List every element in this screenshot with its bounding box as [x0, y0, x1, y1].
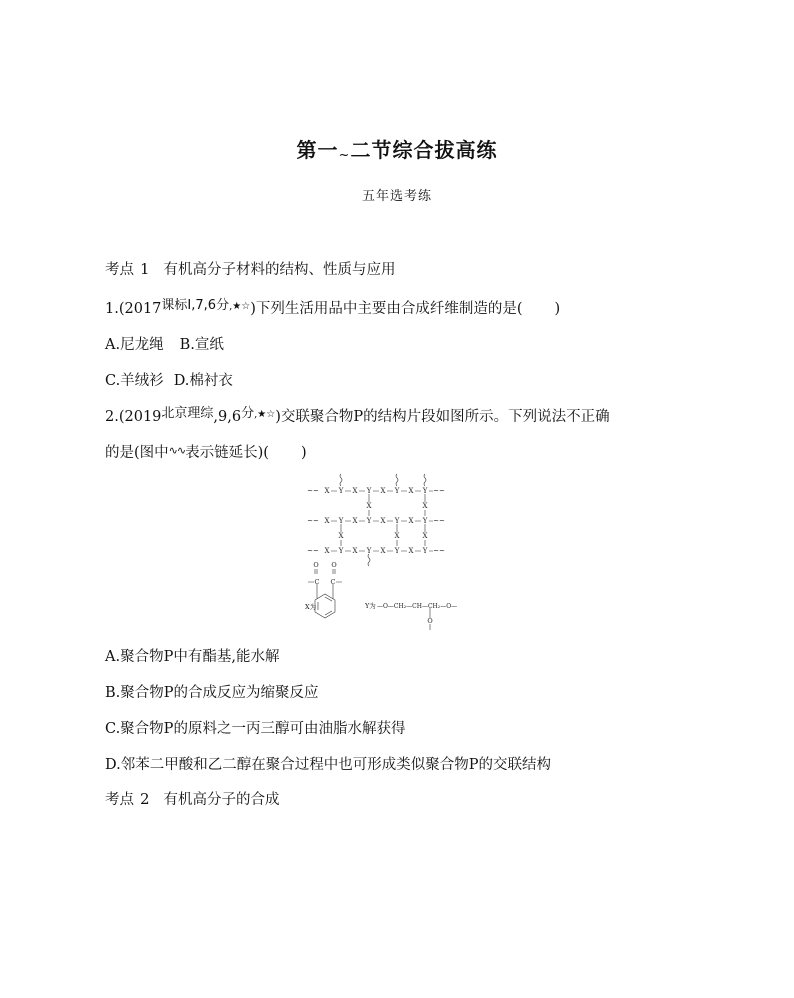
- q1-stem: )下列生活用品中主要由合成纤维制造的是(: [250, 301, 523, 317]
- q1-option-c[interactable]: C.羊绒衫: [105, 373, 164, 389]
- topic-number: 2: [140, 790, 150, 808]
- monomer-y: Y: [394, 487, 400, 495]
- title-part1: 第一: [296, 138, 339, 162]
- y-definition-label: Y为: [365, 602, 376, 610]
- crosslink-x: X: [394, 532, 400, 540]
- q1-source: 课标Ⅰ,7,6: [161, 298, 217, 313]
- topic-2-heading: [105, 788, 280, 809]
- monomer-x: X: [408, 547, 414, 555]
- difficulty-stars-icon: ,★☆: [254, 409, 276, 420]
- chain-wave: ~~: [433, 487, 445, 495]
- y-formula: —O—CH₂—CH—CH₂—O—: [377, 603, 458, 610]
- q2-stem-2a: 的是(图中: [105, 445, 169, 461]
- question-2-stem-line2: [105, 441, 307, 462]
- question-2-option-b[interactable]: B.聚合物P的合成反应为缩聚反应: [105, 685, 319, 701]
- chain-extension-wave-icon: ∿∿: [168, 444, 186, 457]
- crosslink-x: X: [422, 502, 428, 510]
- monomer-x: X: [352, 547, 358, 555]
- carbonyl-carbon: C: [314, 578, 320, 586]
- topic-label: 考点: [105, 262, 134, 278]
- monomer-x: X: [352, 517, 358, 525]
- q2-source: 北京理综: [161, 406, 214, 421]
- crosslink-x: X: [366, 502, 372, 510]
- topic-number: 1: [140, 260, 150, 278]
- topic-title: 有机高分子材料的结构、性质与应用: [163, 262, 396, 278]
- x-definition-label: X为: [305, 603, 317, 611]
- monomer-y: Y: [394, 547, 400, 555]
- monomer-y: Y: [422, 487, 428, 495]
- monomer-x: X: [324, 517, 330, 525]
- question-1-options-row1: [105, 333, 224, 354]
- carbonyl-carbon: C: [330, 578, 336, 586]
- q2-stem-2b: 表示链延长)(: [185, 445, 269, 461]
- q1-close: ): [554, 301, 561, 317]
- chain-wave: ~~: [307, 517, 319, 525]
- monomer-x: X: [380, 487, 386, 495]
- topic-label: 考点: [105, 792, 134, 808]
- chain-wave: ~~: [307, 547, 319, 555]
- q1-prefix: 1.(2017: [105, 301, 162, 317]
- chain-wave: ~~: [433, 547, 445, 555]
- carbonyl-oxygen: O: [313, 561, 319, 569]
- question-1-options-row2: [105, 369, 233, 390]
- title-tilde: ~: [338, 148, 351, 163]
- q2-points: ,9,6: [213, 409, 242, 425]
- monomer-y: Y: [366, 517, 372, 525]
- q2-stem-1: )交联聚合物P的结构片段如图所示。下列说法不正确: [275, 409, 610, 425]
- crosslink-x: X: [338, 532, 344, 540]
- monomer-x: X: [380, 547, 386, 555]
- chain-wave: ~~: [433, 517, 445, 525]
- q1-option-b[interactable]: B.宣纸: [179, 337, 224, 353]
- q1-option-a[interactable]: A.尼龙绳: [105, 337, 164, 353]
- question-2-option-c[interactable]: C.聚合物P的原料之一丙三醇可由油脂水解获得: [105, 721, 406, 737]
- monomer-y: Y: [422, 517, 428, 525]
- title-part2: 二节综合拔高练: [350, 138, 498, 162]
- question-2-option-a[interactable]: A.聚合物P中有酯基,能水解: [105, 649, 280, 665]
- monomer-x: X: [324, 547, 330, 555]
- monomer-x: X: [324, 487, 330, 495]
- page-subtitle: 五年选考练: [361, 189, 432, 204]
- monomer-y: Y: [338, 517, 344, 525]
- q2-close: ): [300, 445, 307, 461]
- monomer-y: Y: [422, 547, 428, 555]
- carbonyl-oxygen: O: [331, 561, 337, 569]
- q2-unit: 分: [241, 406, 255, 421]
- hydroxyl-oxygen: O: [427, 617, 433, 625]
- monomer-x: X: [408, 517, 414, 525]
- page-title: [0, 134, 794, 163]
- q1-unit: 分: [216, 298, 230, 313]
- crosslink-x: X: [422, 532, 428, 540]
- monomer-x: X: [352, 487, 358, 495]
- monomer-y: Y: [338, 547, 344, 555]
- polymer-structure-figure: [303, 466, 463, 636]
- monomer-y: Y: [338, 487, 344, 495]
- monomer-x: X: [380, 517, 386, 525]
- question-1-stem: [105, 297, 560, 318]
- question-2-option-d[interactable]: D.邻苯二甲酸和乙二醇在聚合过程中也可形成类似聚合物P的交联结构: [105, 757, 551, 773]
- monomer-y: Y: [366, 547, 372, 555]
- monomer-y: Y: [366, 487, 372, 495]
- topic-title: 有机高分子的合成: [163, 792, 280, 808]
- question-2-stem-line1: [105, 405, 610, 426]
- monomer-y: Y: [394, 517, 400, 525]
- topic-1-heading: [105, 258, 396, 279]
- q2-prefix: 2.(2019: [105, 409, 162, 425]
- monomer-x: X: [408, 487, 414, 495]
- difficulty-stars-icon: ,★☆: [229, 301, 251, 312]
- q1-option-d[interactable]: D.棉衬衣: [173, 373, 233, 389]
- chain-wave: ~~: [307, 487, 319, 495]
